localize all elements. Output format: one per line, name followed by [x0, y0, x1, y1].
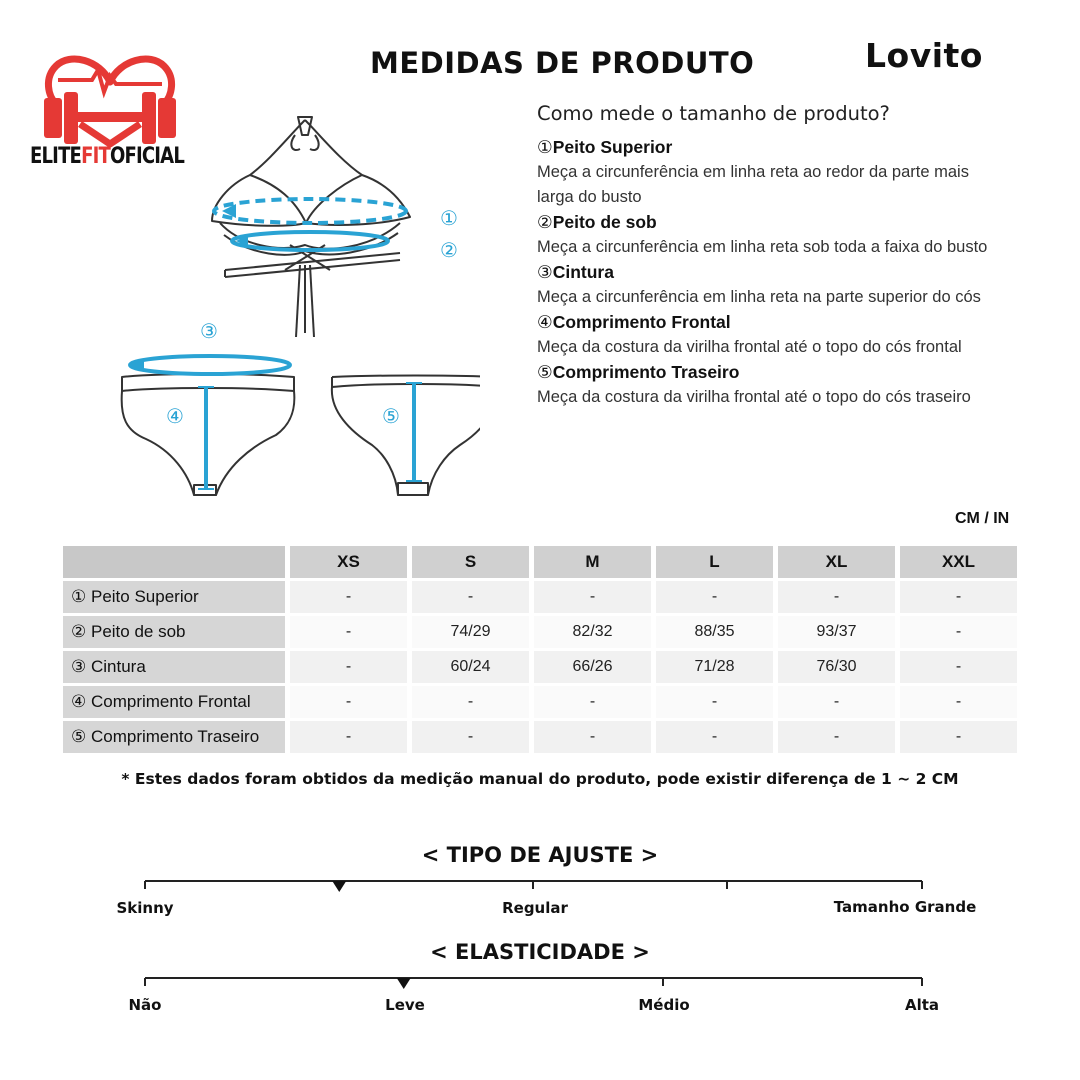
unit-label: CM / IN	[955, 510, 1010, 527]
elasticity-scale-marker	[397, 978, 411, 989]
elasticity-scale-title: < ELASTICIDADE >	[430, 940, 650, 964]
fit-label-skinny: Skinny	[116, 899, 174, 917]
mark-2: ②	[440, 238, 458, 262]
size-header: XXL	[900, 546, 1017, 578]
fit-scale-bar	[140, 876, 930, 898]
mark-5: ⑤	[382, 404, 400, 428]
fit-scale-marker	[332, 881, 346, 892]
fit-label-large: Tamanho Grande	[833, 898, 977, 916]
table-row: ① Peito Superior - - - - - -	[63, 581, 1017, 613]
size-header: XL	[778, 546, 895, 578]
elasticity-label-medio: Médio	[638, 996, 690, 1014]
instruction-item: ②Peito de sob Meça a circunferência em linha reta sob toda a faixa do busto	[537, 212, 988, 256]
measurement-instructions	[537, 102, 1007, 410]
bikini-measurement-diagram	[100, 105, 480, 510]
size-table	[63, 543, 1017, 756]
elasticity-label-leve: Leve	[385, 996, 425, 1014]
table-row: ② Peito de sob - 74/29 82/32 88/35 93/37 -	[63, 616, 1017, 648]
fit-label-regular: Regular	[502, 899, 568, 917]
instruction-item: ④Comprimento Frontal Meça da costura da virilha frontal até o topo do cós frontal	[537, 312, 962, 356]
instruction-item: ⑤Comprimento Traseiro Meça da costura da virilha frontal até o topo do cós traseiro	[537, 362, 971, 406]
table-row: ⑤ Comprimento Traseiro - - - - - -	[63, 721, 1017, 753]
elasticity-label-alta: Alta	[904, 996, 940, 1014]
page-title: MEDIDAS DE PRODUTO	[370, 46, 755, 80]
elasticity-label-nao: Não	[128, 996, 162, 1014]
mark-3: ③	[200, 319, 218, 343]
mark-4: ④	[166, 404, 184, 428]
footnote: * Estes dados foram obtidos da medição manual do produto, pode existir diferença de 1 ~ 2 CM	[121, 770, 959, 788]
size-header: XS	[290, 546, 407, 578]
table-row: ③ Cintura - 60/24 66/26 71/28 76/30 -	[63, 651, 1017, 683]
brand-name: Lovito	[865, 36, 983, 75]
instructions-question: Como mede o tamanho de produto?	[537, 102, 890, 125]
instruction-item: ①Peito Superior Meça a circunferência em linha reta ao redor da parte mais larga do busto	[537, 137, 969, 206]
elasticity-scale-bar	[140, 973, 930, 995]
fit-scale-title: < TIPO DE AJUSTE >	[421, 843, 659, 867]
mark-1: ①	[440, 206, 458, 230]
logo-wordmark: ELITEFITOFICIAL	[30, 144, 185, 169]
size-header: S	[412, 546, 529, 578]
size-header: L	[656, 546, 773, 578]
table-header-row	[63, 546, 1017, 578]
size-header: M	[534, 546, 651, 578]
table-row: ④ Comprimento Frontal - - - - - -	[63, 686, 1017, 718]
instruction-item: ③Cintura Meça a circunferência em linha reta na parte superior do cós	[537, 262, 981, 306]
